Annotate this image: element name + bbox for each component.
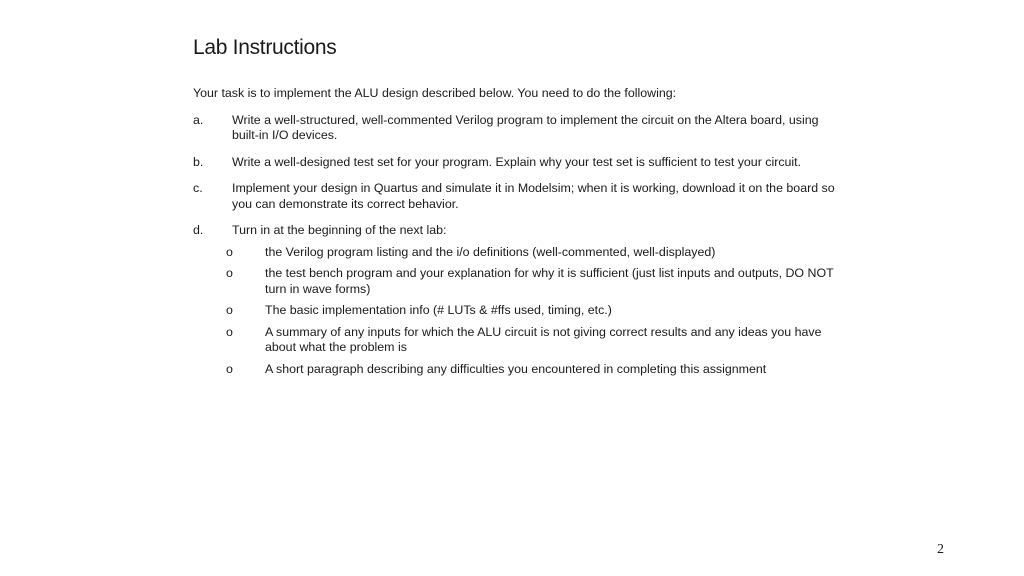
list-marker: c. xyxy=(193,181,203,195)
list-marker: a. xyxy=(193,112,204,127)
sub-list-item-text: The basic implementation info (# LUTs & #ffs used, timing, etc.) xyxy=(265,303,612,317)
intro-text: Your task is to implement the ALU design described below. You need to do the following: xyxy=(193,86,677,100)
bullet-icon: o xyxy=(226,324,233,339)
list-item-b xyxy=(193,155,843,171)
slide-title: Lab Instructions xyxy=(193,36,337,59)
sub-list-item-text: the test bench program and your explanation for why it is sufficient (just list inputs and outputs, DO NOT turn in wave forms) xyxy=(265,266,834,296)
bullet-icon: o xyxy=(226,303,233,317)
list-item-text: Implement your design in Quartus and simulate it in Modelsim; when it is working, download it on the board so you can demonstrate its correct behavior. xyxy=(232,181,835,211)
list-item-text: Write a well-structured, well-commented Verilog program to implement the circuit on the Altera board, using built-in I/O devices. xyxy=(232,112,819,142)
bullet-icon: o xyxy=(226,244,233,259)
bullet-icon: o xyxy=(226,361,233,376)
sub-list-item xyxy=(226,244,843,261)
sub-list-item xyxy=(226,266,843,297)
bullet-icon: o xyxy=(226,266,233,280)
list-item-a xyxy=(193,113,843,144)
sub-list-item xyxy=(226,303,843,319)
list-item-d xyxy=(193,223,843,377)
sub-list-item xyxy=(226,324,843,356)
list-item-c xyxy=(193,181,843,212)
sub-list-item-text: A short paragraph describing any difficulties you encountered in completing this assignment xyxy=(265,361,767,376)
list-marker: d. xyxy=(193,223,204,237)
slide-content xyxy=(193,86,843,388)
list-item-text: Turn in at the beginning of the next lab: xyxy=(232,223,447,237)
sub-list xyxy=(226,244,843,378)
sub-list-item xyxy=(226,361,843,378)
sub-list-item-text: A summary of any inputs for which the ALU circuit is not giving correct results and any ideas you have about what the problem is xyxy=(265,324,822,354)
page-number: 2 xyxy=(937,542,944,557)
sub-list-item-text: the Verilog program listing and the i/o definitions (well-commented, well-displayed) xyxy=(265,244,716,259)
list-item-text: Write a well-designed test set for your program. Explain why your test set is sufficient to test your circuit. xyxy=(232,154,802,169)
list-marker: b. xyxy=(193,154,204,169)
